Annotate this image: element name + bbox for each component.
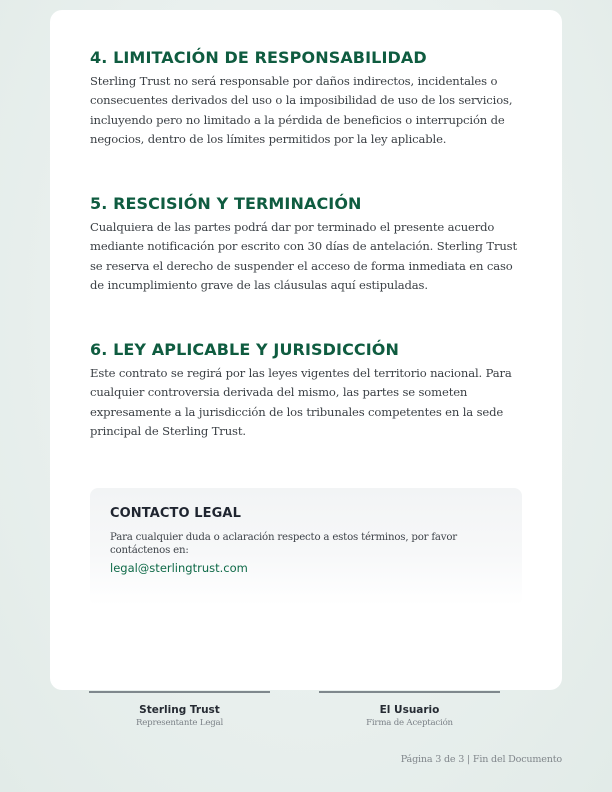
page-footer: Página 3 de 3 | Fin del Documento: [400, 754, 562, 765]
contact-description: Para cualquier duda o aclaración respecto a estos términos, por favor contáctenos en:: [110, 532, 457, 556]
section-heading: 5. RESCISIÓN Y TERMINACIÓN: [90, 194, 362, 213]
document-card: [50, 10, 562, 690]
section-limitation-of-liability: [90, 48, 522, 150]
section-body: Cualquiera de las partes podrá dar por terminado el presente acuerdo mediante notificación por escrito con 30 días de antelación. Sterling Trust se reserva el derecho de suspender el acceso de forma inmediata en caso de incumplimiento grave de las cláusulas aquí estipuladas.: [90, 220, 517, 293]
section-heading: 4. LIMITACIÓN DE RESPONSABILIDAD: [90, 48, 427, 67]
section-heading: 6. LEY APLICABLE Y JURISDICCIÓN: [90, 340, 399, 359]
section-body: Este contrato se regirá por las leyes vigentes del territorio nacional. Para cualquier controversia derivada del mismo, las partes se someten expresamente a la jurisdicción de los tribunales competentes en la sede principal de Sterling Trust.: [90, 366, 512, 439]
contact-heading: CONTACTO LEGAL: [110, 506, 241, 521]
signature-block-user: [319, 691, 500, 729]
signatory-role: Firma de Aceptación: [366, 718, 453, 728]
signatory-name: El Usuario: [379, 704, 440, 716]
signature-line: [319, 691, 500, 693]
section-termination: [90, 194, 522, 296]
contact-email-link[interactable]: legal@sterlingtrust.com: [110, 561, 248, 575]
section-governing-law: [90, 340, 522, 442]
legal-contact-box: [90, 488, 522, 606]
section-body: Sterling Trust no será responsable por daños indirectos, incidentales o consecuentes derivados del uso o la imposibilidad de uso de los servicios, incluyendo pero no limitado a la pérdida de beneficios o interrupción de negocios, dentro de los límites permitidos por la ley aplicable.: [90, 74, 513, 147]
signature-block-company: [89, 691, 270, 729]
signatory-role: Representante Legal: [135, 718, 224, 728]
signature-line: [89, 691, 270, 693]
signatory-name: Sterling Trust: [139, 704, 220, 716]
